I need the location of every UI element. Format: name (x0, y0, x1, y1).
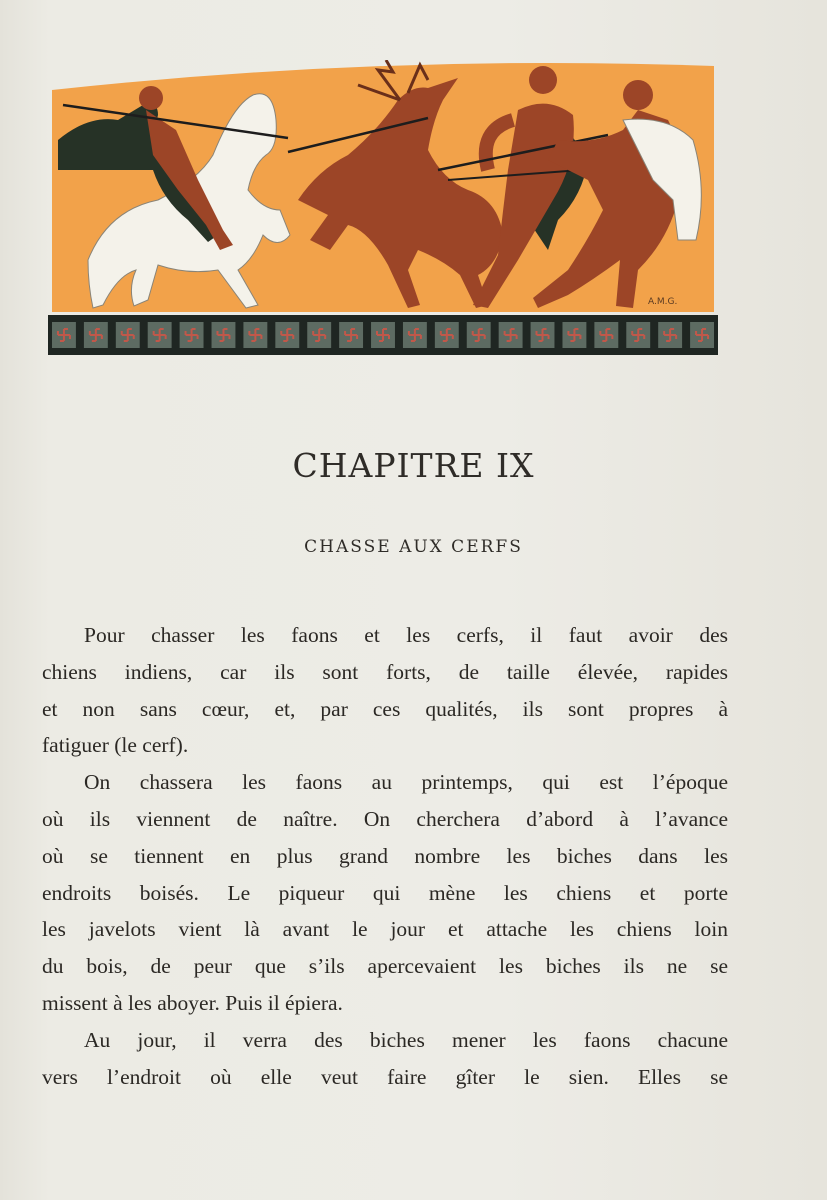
text-line: du bois, de peur que s’ils apercevaient les biches ils ne se (42, 954, 728, 979)
body-text (42, 617, 728, 1095)
chapter-subtitle: CHASSE AUX CERFS (304, 537, 523, 557)
text-line: et non sans cœur, et, par ces qualités, ils sont propres à (42, 696, 728, 721)
text-line: chiens indiens, car ils sont forts, de taille élevée, rapides (42, 659, 728, 684)
text-line: missent à les aboyer. Puis il épiera. (42, 990, 343, 1015)
artist-signature: A.M.G. (648, 297, 678, 307)
text-line: où ils viennent de naître. On cherchera d’abord à l’avance (42, 806, 728, 831)
text-line: fatiguer (le cerf). (42, 733, 189, 758)
text-line: On chassera les faons au printemps, qui est l’époque (84, 770, 728, 795)
text-line: où se tiennent en plus grand nombre les biches dans les (42, 843, 728, 868)
border-tiles (52, 322, 714, 348)
chapter-title: CHAPITRE IX (292, 446, 535, 485)
text-line: Pour chasser les faons et les cerfs, il faut avoir des (84, 623, 728, 647)
text-line: vers l’endroit où elle veut faire gîter le sien. Elles se (42, 1064, 728, 1089)
greek-hunt-illustration (48, 60, 718, 360)
text-line: les javelots vient là avant le jour et attache les chiens loin (42, 917, 728, 942)
text-line: Au jour, il verra des biches mener les faons chacune (84, 1027, 728, 1052)
text-line: endroits boisés. Le piqueur qui mène les chiens et porte (42, 880, 728, 905)
